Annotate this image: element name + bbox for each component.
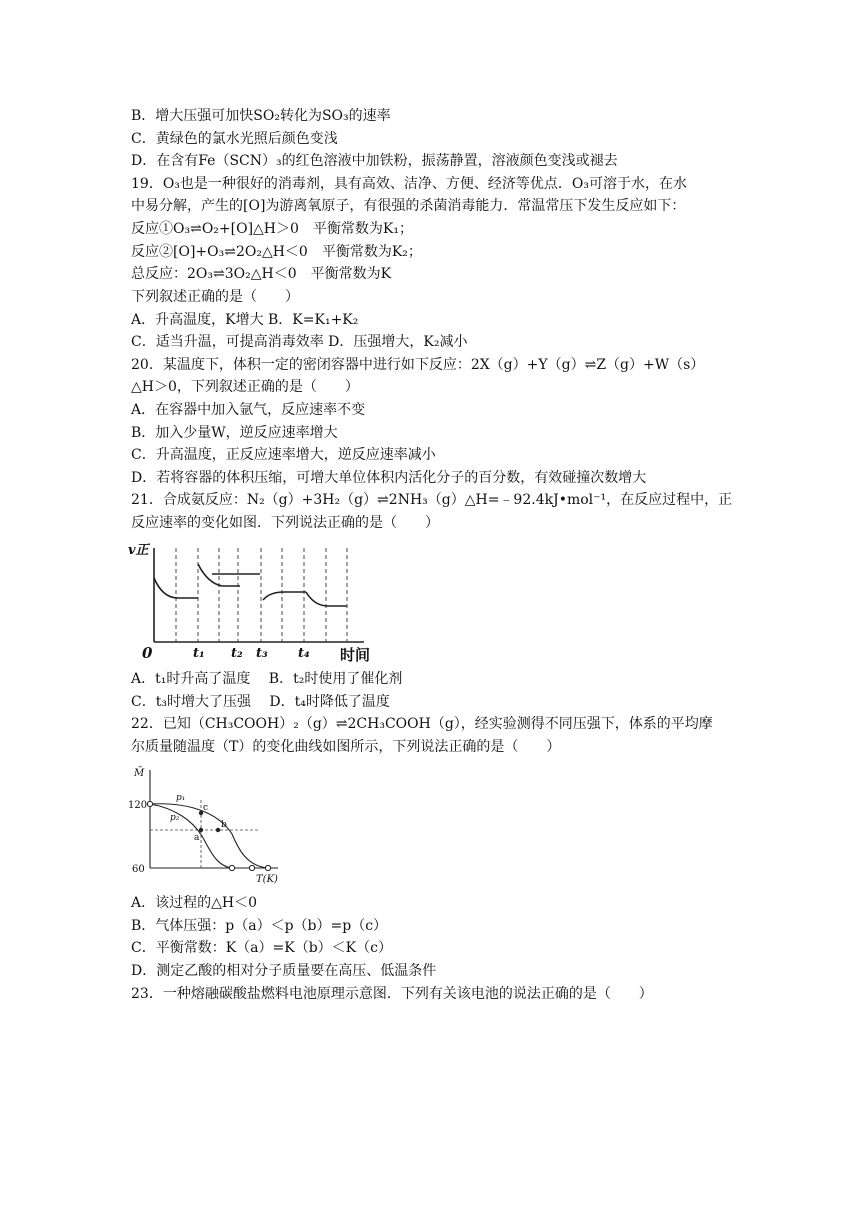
q23-stem: 23．一种熔融碳酸盐燃料电池原理示意图．下列有关该电池的说法正确的是（ ） <box>131 986 653 1002</box>
q21-tick-t4: t₄ <box>298 646 310 661</box>
q20-option-a: A．在容器中加入氩气，反应速率不变 <box>131 402 366 418</box>
q21-origin-label: 0 <box>142 644 153 662</box>
q22-option-a: A．该过程的△H＜0 <box>131 895 257 911</box>
q19-stem-line1: 19．O₃也是一种很好的消毒剂，具有高效、洁净、方便、经济等优点．O₃可溶于水，在水 <box>131 176 687 192</box>
q21-options-ab: A．t₁时升高了温度 B．t₂时使用了催化剂 <box>131 671 403 687</box>
q22-option-b: B．气体压强：p（a）＜p（b）=p（c） <box>131 918 388 934</box>
q18-option-c: C．黄绿色的氯水光照后颜色变浅 <box>131 131 338 147</box>
q21-options-cd: C．t₃时增大了压强 D．t₄时降低了温度 <box>131 694 390 710</box>
q20-option-c: C．升高温度，正反应速率增大，逆反应速率减小 <box>131 447 436 463</box>
q20-option-d: D．若将容器的体积压缩，可增大单位体积内活化分子的百分数，有效碰撞次数增大 <box>131 470 647 486</box>
q19-options-cd: C．适当升温，可提高消毒效率 D．压强增大，K₂减小 <box>131 334 468 350</box>
q22-point-c: c <box>203 803 209 813</box>
q22-x-axis-label: T(K) <box>256 874 278 885</box>
q22-stem-line2: 尔质量随温度（T）的变化曲线如图所示，下列说法正确的是（ ） <box>131 739 561 755</box>
q19-reaction-2: 反应②[O]+O₃⇌2O₂△H＜0 平衡常数为K₂； <box>131 244 422 260</box>
q22-curve-p1: p₁ <box>176 793 186 803</box>
q22-molar-mass-figure <box>128 764 288 888</box>
q21-tick-t3: t₃ <box>256 646 268 661</box>
q22-option-d: D．测定乙酸的相对分子质量要在高压、低温条件 <box>131 963 437 979</box>
q22-curve-p2: p₂ <box>170 813 180 823</box>
q19-reaction-1: 反应①O₃⇌O₂+[O]△H＞0 平衡常数为K₁； <box>131 221 413 237</box>
q20-stem-line1: 20．某温度下，体积一定的密闭容器中进行如下反应：2X（g）+Y（g）⇌Z（g）+W（s） <box>131 357 705 373</box>
q22-y-axis-label: M̄ <box>134 768 145 779</box>
q22-stem-line1: 22．已知（CH₃COOH）₂（g）⇌2CH₃COOH（g），经实验测得不同压强下，体系的平均摩 <box>131 716 713 732</box>
q19-total-reaction: 总反应：2O₃⇌3O₂△H＜0 平衡常数为K <box>131 266 392 282</box>
q19-prompt: 下列叙述正确的是（ ） <box>131 289 299 305</box>
q22-tick-120: 120 <box>128 800 148 811</box>
q21-tick-t1: t₁ <box>193 646 205 661</box>
q21-stem-line1: 21．合成氨反应：N₂（g）+3H₂（g）⇌2NH₃（g）△H=﹣92.4kJ•mol⁻¹，在反应过程中，正 <box>131 492 733 508</box>
q20-stem-line2: △H＞0，下列叙述正确的是（ ） <box>131 379 359 395</box>
q21-tick-t2: t₂ <box>231 646 243 661</box>
q19-stem-line2: 中易分解，产生的[O]为游离氧原子，有很强的杀菌消毒能力．常温常压下发生反应如下： <box>131 198 686 214</box>
q21-x-axis-label: 时间 <box>340 646 371 664</box>
q21-rate-time-figure <box>126 536 376 666</box>
q21-stem-line2: 反应速率的变化如图．下列说法正确的是（ ） <box>131 515 439 531</box>
q22-point-b: b <box>221 820 227 830</box>
q22-tick-60: 60 <box>132 864 145 875</box>
q22-option-c: C．平衡常数：K（a）=K（b）＜K（c） <box>131 940 392 956</box>
q22-point-a: a <box>194 833 200 843</box>
q19-options-ab: A．升高温度，K增大 B．K=K₁+K₂ <box>131 312 359 328</box>
q18-option-b: B．增大压强可加快SO₂转化为SO₃的速率 <box>131 108 391 124</box>
q21-y-axis-label: v正 <box>128 543 149 558</box>
q18-option-d: D．在含有Fe（SCN）₃的红色溶液中加铁粉，振荡静置，溶液颜色变浅或褪去 <box>131 153 618 169</box>
q20-option-b: B．加入少量W，逆反应速率增大 <box>131 425 338 441</box>
